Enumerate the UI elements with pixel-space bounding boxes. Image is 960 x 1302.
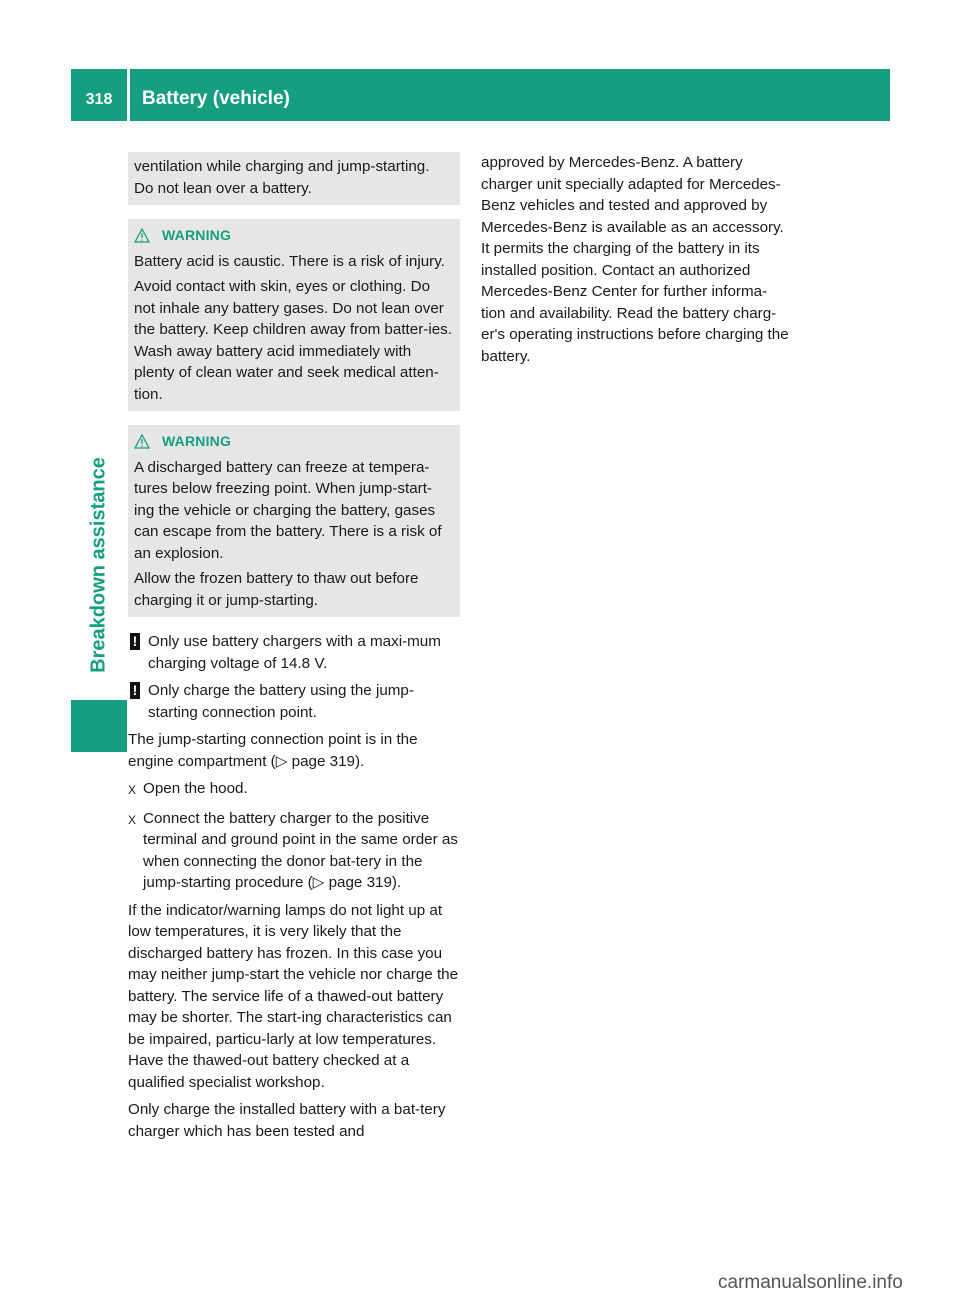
info-box [128,152,460,205]
step-arrow-icon: X [128,783,137,797]
caution-note-text: Only charge the battery using the jump-starting connection point. [148,682,414,721]
step-text: Open the hood. [143,780,248,797]
warning-box-battery-acid [128,219,460,411]
warning-text: A discharged battery can freeze at tempera-tures below freezing point. When jump-start-ing the vehicle or charging the battery, gases can escape from the battery. There is a risk of an explosion. [134,458,442,562]
header-divider [127,69,130,121]
caution-note [128,631,460,674]
body-paragraph: The jump-starting connection point is in the engine compartment (▷ page 319). [128,731,418,770]
warning-label: WARNING [162,227,232,243]
warning-triangle-icon [134,228,150,243]
warning-heading [134,431,452,453]
warning-box-frozen-battery [128,425,460,617]
page-number: 318 [85,91,113,108]
warning-triangle-icon [134,434,150,449]
warning-heading [134,225,452,247]
step-text: Connect the battery charger to the positive terminal and ground point in the same order as when connecting the donor bat-tery in the jump-starting procedure (▷ page 319). [143,809,458,891]
body-paragraph: Only charge the installed battery with a bat-tery charger which has been tested and [128,1101,446,1140]
body-paragraph: approved by Mercedes-Benz. A battery charger unit specially adapted for Mercedes-Benz vehicles and tested and approved by Mercedes-Benz is available as an accessory. It permits the charging of the battery in its installed position. Contact an authorized Mercedes-Benz Center for further informa-tion and availability. Read the battery charg-er's operating instructions before charging the battery. [481,154,789,365]
caution-note [128,680,460,723]
side-marker-block [71,700,127,752]
body-paragraph: If the indicator/warning lamps do not light up at low temperatures, it is very likely that the discharged battery has frozen. In this case you may neither jump-start the vehicle nor charge the battery. The service life of a thawed-out battery may be shorter. The start-ing characteristics can be impaired, particu-larly at low temperatures. Have the thawed-out battery checked at a qualified specialist workshop. [128,901,459,1091]
step-arrow-icon: X [128,812,137,827]
left-column [128,152,460,1148]
info-box-text: ventilation while charging and jump-starting. Do not lean over a battery. [134,158,430,197]
exclamation-icon: ! [130,682,140,699]
right-column [481,152,791,373]
section-title: Battery (vehicle) [142,88,290,109]
warning-text: Avoid contact with skin, eyes or clothing. Do not inhale any battery gases. Do not lean over the battery. Keep children away from batter-ies. Wash away battery acid immediately with plenty of clean water and seek medical atten-tion. [134,278,452,403]
side-label: Breakdown assistance [87,457,110,673]
caution-note-text: Only use battery chargers with a maxi-mum charging voltage of 14.8 V. [148,633,441,672]
side-tab [71,430,127,700]
warning-text: Allow the frozen battery to thaw out before charging it or jump-starting. [134,570,419,609]
instruction-step [128,778,460,802]
instruction-step [128,808,460,894]
exclamation-icon: ! [130,633,140,650]
warning-text: Battery acid is caustic. There is a risk of injury. [134,252,445,270]
warning-label: WARNING [162,433,232,449]
watermark: carmanualsonline.info [718,1272,903,1293]
